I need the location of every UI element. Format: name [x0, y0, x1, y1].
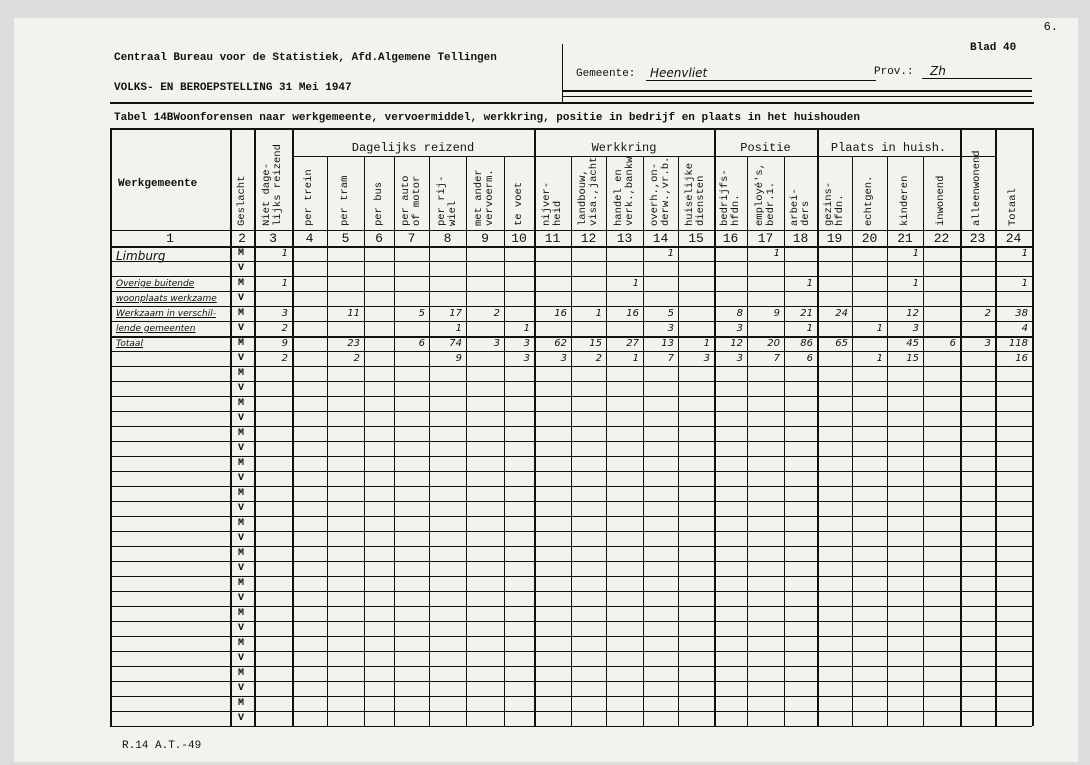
table-cell: 1 — [876, 353, 883, 364]
table-cell: 3 — [560, 353, 567, 364]
table-cell: 1 — [281, 248, 288, 259]
column-rule — [1032, 128, 1034, 726]
column-header-9: met ander vervoerm. — [473, 169, 496, 226]
column-header-17: employé's, bedr.1. — [753, 162, 777, 226]
table-cell: 65 — [835, 338, 848, 349]
column-header-16: bedrijfs- hfdn. — [718, 169, 742, 226]
column-number: 21 — [897, 231, 913, 246]
column-number: 1 — [166, 231, 174, 246]
row-label: Totaal — [116, 339, 143, 349]
sex-code: V — [237, 323, 244, 334]
form-code: R.14 A.T.-49 — [122, 740, 202, 752]
column-header-werkgemeente: Werkgemeente — [118, 178, 198, 190]
row-rule — [110, 711, 1032, 712]
column-number: 23 — [969, 231, 986, 246]
column-number: 7 — [407, 231, 416, 246]
sex-code: M — [237, 698, 244, 709]
table-cell: 62 — [554, 338, 567, 349]
table-cell: 27 — [626, 338, 639, 349]
sex-code: M — [237, 578, 244, 589]
column-header-12: landbouw, visa.,jacht — [576, 156, 600, 226]
table-cell: 1 — [876, 323, 883, 334]
group-rule — [292, 156, 995, 157]
row-rule — [110, 561, 1032, 562]
table-cell: 1 — [632, 353, 639, 364]
table-cell: 1 — [912, 278, 919, 289]
sex-code: V — [237, 263, 244, 274]
sex-code: V — [237, 413, 244, 424]
row-rule — [110, 426, 1032, 427]
table-cell: 1 — [455, 323, 462, 334]
row-rule — [110, 291, 1032, 292]
group-header-werkkring: Werkkring — [591, 141, 657, 155]
table-cell: 3 — [667, 323, 674, 334]
column-number: 22 — [933, 231, 950, 246]
table-cell: 16 — [1015, 353, 1028, 364]
table-cell: 3 — [703, 353, 710, 364]
row-rule — [110, 666, 1032, 667]
column-header-15: huiselijke diensten — [684, 162, 707, 226]
table-cell: 1 — [667, 248, 674, 259]
column-number: 18 — [792, 231, 809, 246]
row-rule — [110, 501, 1032, 502]
table-cell: 1 — [523, 323, 530, 334]
column-number: 3 — [269, 231, 277, 246]
table-cell: 17 — [449, 308, 462, 319]
row-rule — [110, 516, 1032, 517]
table-cell: 21 — [800, 308, 813, 319]
row-rule — [110, 651, 1032, 652]
table-cell: 13 — [661, 338, 674, 349]
row-label: lende gemeenten — [116, 324, 196, 334]
sex-code: V — [237, 623, 244, 634]
column-header-6: per bus — [372, 181, 385, 226]
row-rule — [110, 486, 1032, 487]
group-header-dagelijks: Dagelijks reizend — [351, 141, 475, 155]
column-header-20: echtgen. — [863, 175, 875, 226]
sex-code: V — [237, 293, 244, 304]
sex-code: M — [237, 488, 244, 499]
row-rule — [110, 606, 1032, 607]
table-cell: 3 — [984, 338, 991, 349]
table-cell: 20 — [767, 338, 780, 349]
column-header-7: per auto of motor — [399, 175, 423, 226]
column-header-2: Geslacht — [235, 175, 248, 226]
blad-number: Blad 40 — [970, 42, 1017, 54]
column-number: 16 — [722, 231, 739, 246]
table-cell: 3 — [912, 323, 919, 334]
column-number: 14 — [652, 231, 669, 246]
table-cell: 15 — [906, 353, 919, 364]
row-rule — [110, 411, 1032, 412]
sex-code: M — [237, 668, 244, 679]
gemeente-label: Gemeente: — [576, 68, 636, 80]
column-header-21: kinderen — [898, 175, 911, 226]
group-header-plaats: Plaats in huish. — [830, 141, 947, 155]
column-header-19: gezins- hfdn. — [822, 181, 846, 226]
table-cell: 16 — [554, 308, 567, 319]
table-cell: 1 — [912, 248, 919, 259]
sex-code: V — [237, 503, 244, 514]
sex-code: V — [237, 533, 244, 544]
table-cell: 7 — [667, 353, 674, 364]
sex-code: V — [237, 443, 244, 454]
column-number: 11 — [544, 231, 561, 246]
province-label: Prov.: — [874, 66, 914, 78]
census-title: VOLKS- EN BEROEPSTELLING 31 Mei 1947 — [114, 82, 352, 94]
column-number: 15 — [688, 231, 704, 246]
table-cell: 3 — [736, 353, 743, 364]
table-cell: 74 — [449, 338, 462, 349]
sex-code: M — [237, 428, 244, 439]
column-header-23: alleenwonend — [971, 150, 983, 226]
row-rule — [110, 726, 1032, 727]
row-rule — [110, 546, 1032, 547]
row-rule — [110, 471, 1032, 472]
row-rule — [110, 396, 1032, 397]
table-cell: 45 — [906, 338, 919, 349]
row-rule — [110, 276, 1032, 277]
column-header-10: te voet — [512, 181, 525, 226]
table-cell: 5 — [418, 308, 425, 319]
column-number: 4 — [305, 231, 314, 246]
column-number: 5 — [341, 231, 350, 246]
table-cell: 12 — [906, 308, 919, 319]
column-header-11: nijver- heid — [540, 181, 564, 226]
sex-code: M — [237, 248, 244, 259]
sex-code: V — [237, 383, 244, 394]
group-header-positie: Positie — [740, 141, 791, 155]
column-number: 6 — [375, 231, 383, 246]
row-rule — [110, 531, 1032, 532]
column-header-4: per trein — [303, 169, 315, 226]
table-cell: 1 — [806, 278, 813, 289]
sex-code: M — [237, 368, 244, 379]
column-header-13: handel en verk.,bankw — [612, 156, 636, 226]
column-number: 9 — [481, 231, 489, 246]
table-cell: 1 — [632, 278, 639, 289]
row-rule — [110, 576, 1032, 577]
table-cell: 16 — [626, 308, 639, 319]
gemeente-value: Heenvliet — [650, 66, 708, 80]
province-value: Zh — [930, 64, 946, 78]
table-cell: 1 — [806, 323, 813, 334]
sex-code: M — [237, 398, 244, 409]
table-cell: 7 — [773, 353, 780, 364]
row-rule — [110, 261, 1032, 262]
column-number: 13 — [616, 231, 633, 246]
table-cell: 86 — [800, 338, 813, 349]
row-rule — [110, 681, 1032, 682]
sex-code: V — [237, 473, 244, 484]
row-rule — [110, 621, 1032, 622]
table-cell: 2 — [281, 353, 288, 364]
table-cell: 1 — [773, 248, 780, 259]
column-number: 2 — [238, 231, 246, 246]
row-rule — [110, 351, 1032, 352]
table-cell: 2 — [984, 308, 991, 319]
table-title: Tabel 14BWoonforensen naar werkgemeente, vervoermiddel, werkkring, positie in bedrijf en plaats in het huishouden — [114, 112, 860, 124]
table-cell: 6 — [806, 353, 813, 364]
census-form — [14, 18, 1078, 762]
sex-code: V — [237, 683, 244, 694]
column-number: 8 — [443, 231, 452, 246]
row-rule — [110, 321, 1032, 322]
sex-code: V — [237, 653, 244, 664]
column-number: 17 — [757, 231, 774, 246]
table-cell: 1 — [1021, 278, 1028, 289]
column-number: 24 — [1005, 231, 1022, 246]
sex-code: M — [237, 608, 244, 619]
table-cell: 2 — [281, 323, 288, 334]
column-number: 20 — [861, 231, 878, 246]
institution-title: Centraal Bureau voor de Statistiek, Afd.Algemene Tellingen — [114, 52, 497, 64]
table-cell: 9 — [773, 308, 780, 319]
row-rule — [110, 456, 1032, 457]
column-header-24: Totaal — [1007, 188, 1019, 226]
table-cell: 3 — [523, 338, 530, 349]
column-header-14: overh.,on- derw.,vr.b. — [648, 156, 672, 226]
table-cell: 2 — [595, 353, 602, 364]
table-cell: 11 — [347, 308, 360, 319]
column-header-8: per rij- wiel — [435, 175, 459, 226]
sex-code: M — [237, 458, 244, 469]
sex-code: M — [237, 278, 244, 289]
sex-code: V — [237, 593, 244, 604]
table-cell: 4 — [1021, 323, 1028, 334]
row-rule — [110, 696, 1032, 697]
column-header-5: per tram — [339, 175, 351, 226]
column-header-3: Niet dage- lijks reizend — [261, 144, 284, 226]
table-cell: 9 — [281, 338, 288, 349]
column-number: 10 — [511, 231, 527, 246]
column-header-18: arbei- ders — [788, 188, 812, 226]
sex-code: V — [237, 353, 244, 364]
table-cell: 23 — [347, 338, 360, 349]
table-cell: 24 — [835, 308, 848, 319]
row-label: Overige buitende — [116, 279, 195, 289]
table-cell: 12 — [730, 338, 743, 349]
row-rule — [110, 306, 1032, 307]
row-rule — [110, 441, 1032, 442]
table-cell: 1 — [595, 308, 602, 319]
table-cell: 6 — [418, 338, 425, 349]
table-cell: 3 — [493, 338, 500, 349]
table-cell: 6 — [949, 338, 956, 349]
sex-code: V — [237, 713, 244, 724]
row-rule — [110, 381, 1032, 382]
sex-code: M — [237, 548, 244, 559]
table-cell: 15 — [589, 338, 602, 349]
sex-code: M — [237, 518, 244, 529]
row-rule — [110, 366, 1032, 367]
sex-code: M — [237, 308, 244, 319]
table-cell: 9 — [455, 353, 462, 364]
row-rule — [110, 591, 1032, 592]
table-cell: 1 — [1021, 248, 1028, 259]
page-number: 6. — [1043, 20, 1058, 34]
table-cell: 3 — [281, 308, 288, 319]
table-cell: 38 — [1015, 308, 1028, 319]
row-rule — [110, 636, 1032, 637]
table-cell: 118 — [1008, 338, 1028, 349]
table-cell: 2 — [493, 308, 500, 319]
row-label: woonplaats werkzame — [116, 294, 217, 304]
table-cell: 3 — [523, 353, 530, 364]
column-number: 12 — [580, 231, 597, 246]
row-label: Limburg — [116, 249, 166, 263]
table-cell: 3 — [736, 323, 743, 334]
table-cell: 1 — [281, 278, 288, 289]
column-number: 19 — [826, 231, 843, 246]
table-cell: 2 — [353, 353, 360, 364]
row-label: Werkzaam in verschil- — [116, 309, 216, 319]
sex-code: V — [237, 563, 244, 574]
sex-code: M — [237, 338, 244, 349]
table-cell: 5 — [667, 308, 674, 319]
column-header-22: inwonend — [935, 175, 947, 226]
table-cell: 1 — [703, 338, 710, 349]
table-cell: 8 — [736, 308, 743, 319]
sex-code: M — [237, 638, 244, 649]
